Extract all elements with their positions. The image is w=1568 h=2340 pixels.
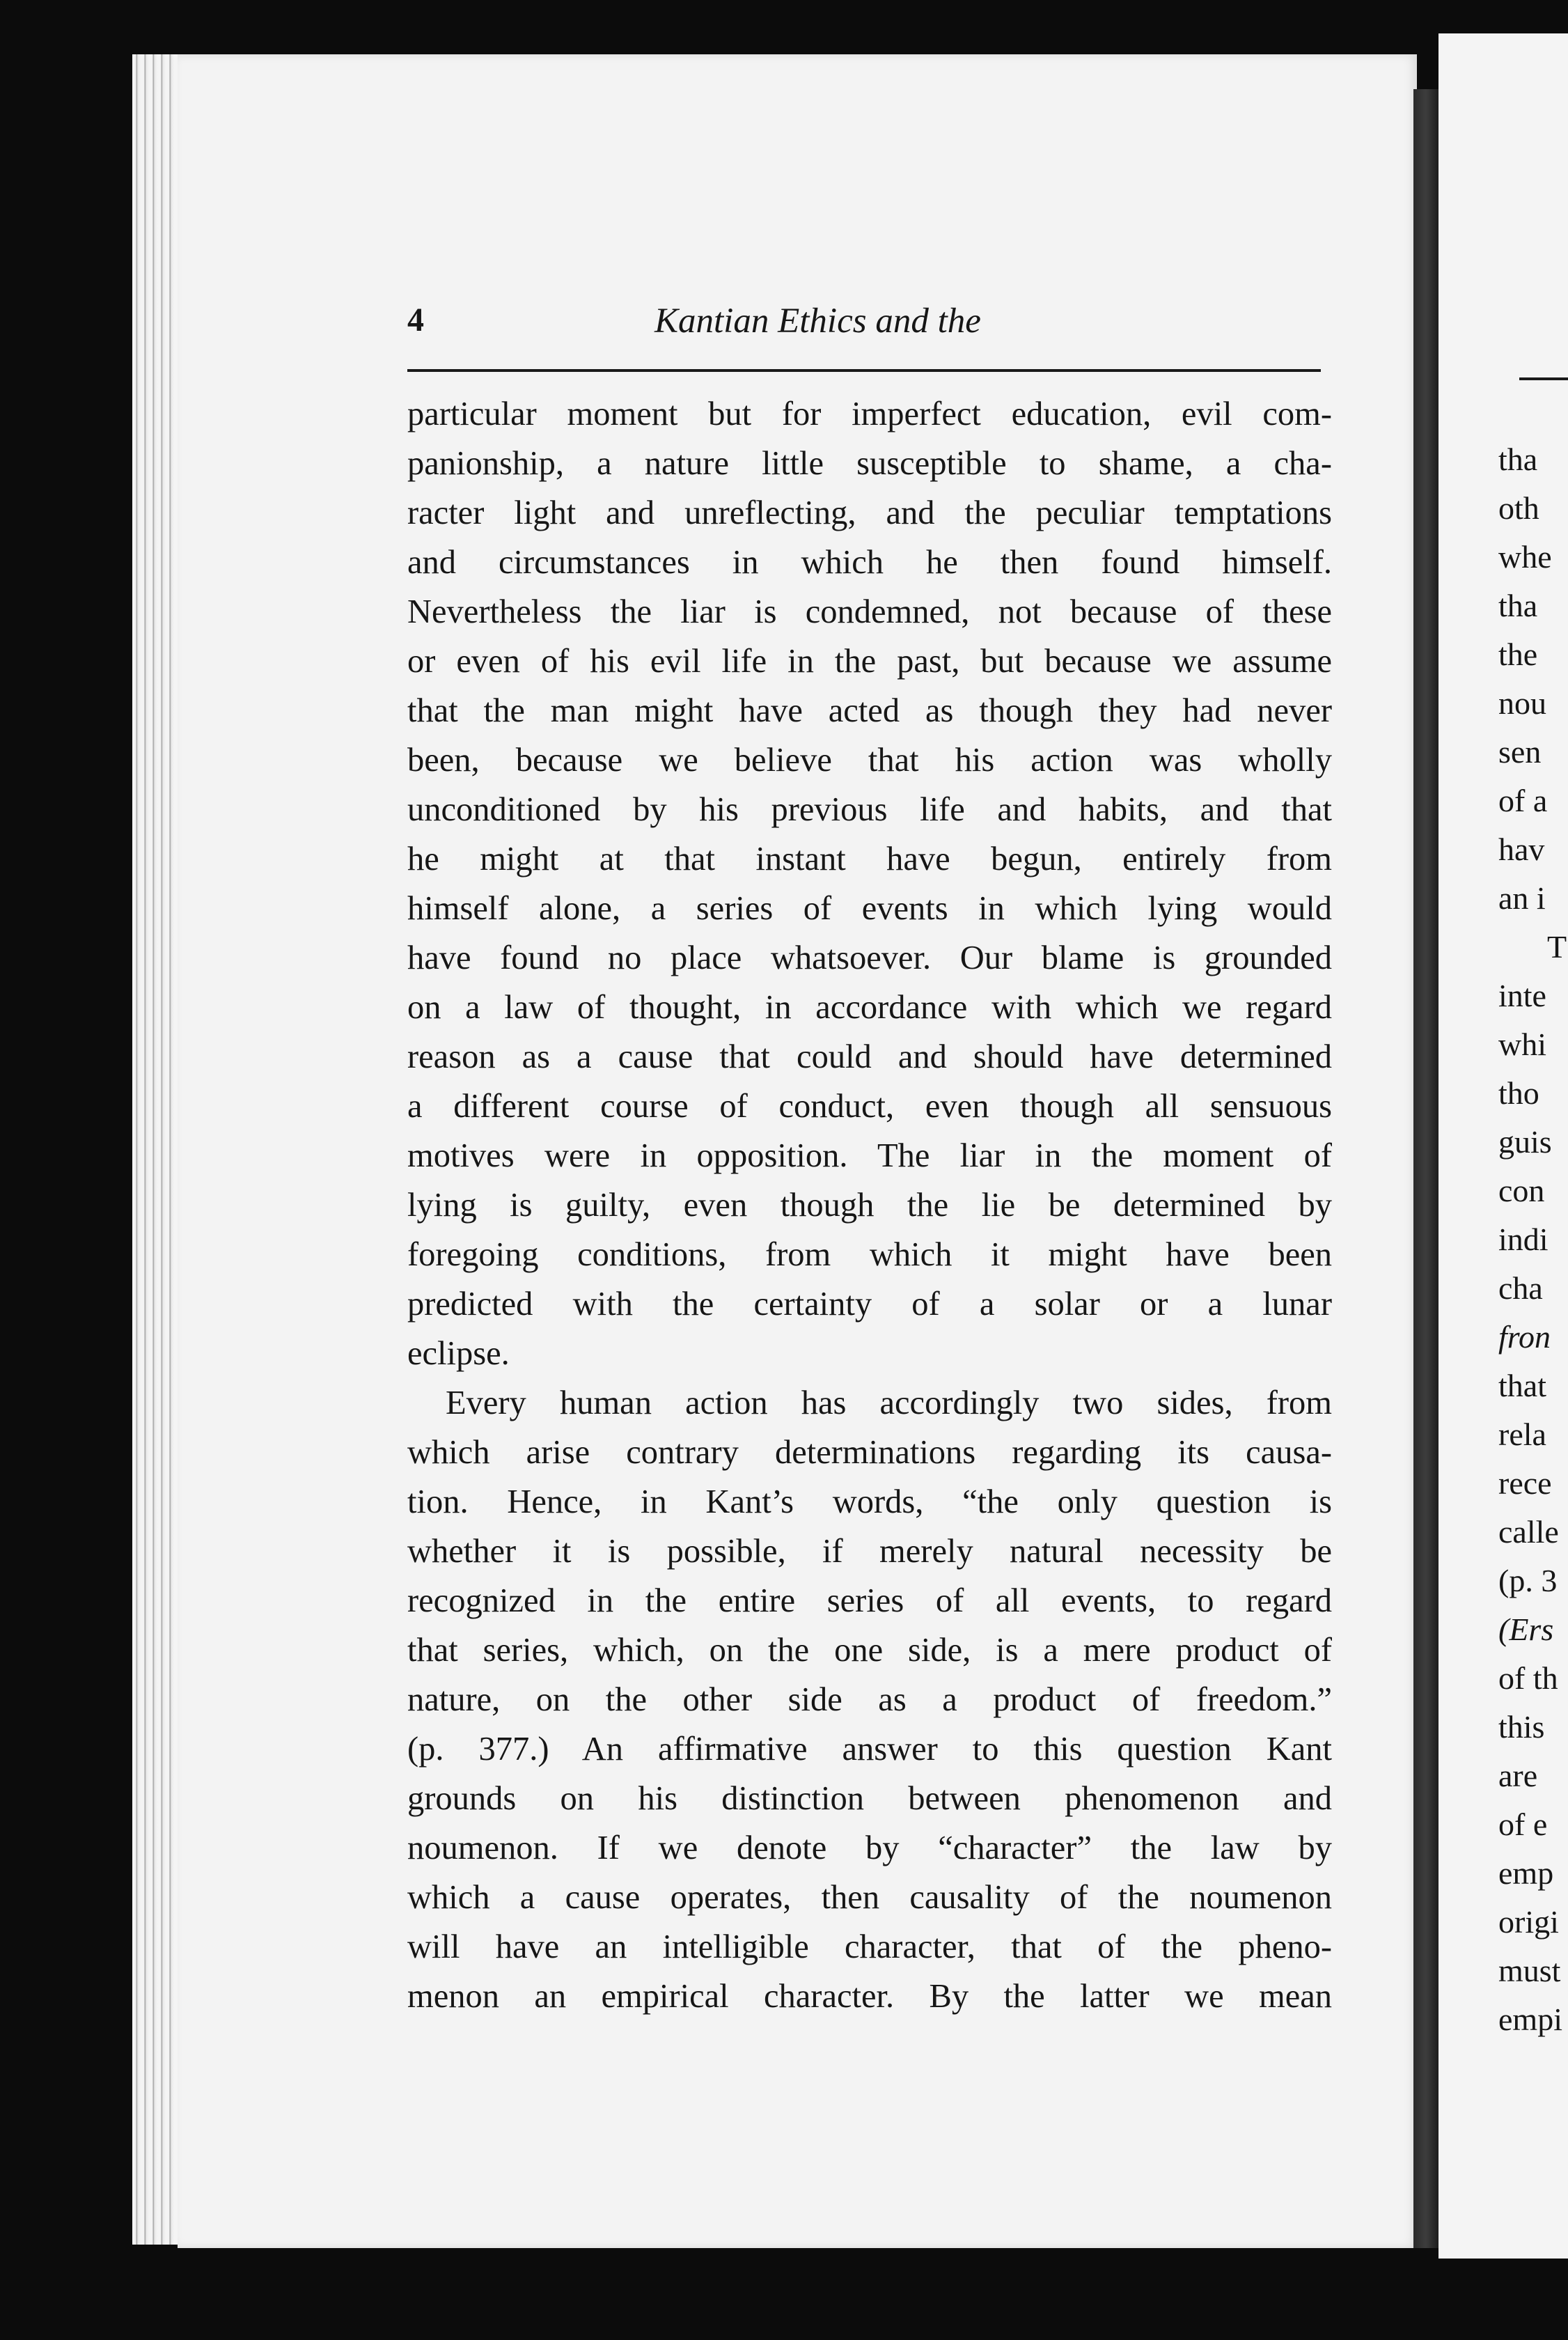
facing-line: of a	[1498, 783, 1548, 818]
facing-line: calle	[1498, 1514, 1559, 1550]
facing-line: nou	[1498, 685, 1546, 721]
facing-line: tho	[1498, 1075, 1539, 1111]
facing-page	[1438, 33, 1568, 2259]
facing-line: rece	[1498, 1465, 1552, 1501]
text-line: Nevertheless the liar is condemned, not because of these	[407, 593, 1332, 630]
facing-line: inte	[1498, 978, 1546, 1013]
text-line: noumenon. If we denote by “character” the law by	[407, 1830, 1332, 1866]
facing-line: whe	[1498, 539, 1552, 575]
facing-line: tha	[1498, 442, 1538, 477]
facing-line: an i	[1498, 880, 1546, 916]
text-line: eclipse.	[407, 1335, 510, 1372]
facing-line: origi	[1498, 1904, 1559, 1940]
facing-line: (p. 3	[1498, 1563, 1558, 1598]
text-line: will have an intelligible character, that of the pheno-	[407, 1928, 1332, 1965]
facing-page-rule	[1519, 377, 1568, 380]
facing-line: T	[1547, 929, 1567, 965]
header-rule	[407, 369, 1321, 372]
facing-line: are	[1498, 1758, 1538, 1793]
text-line: have found no place whatsoever. Our blame is grounded	[407, 939, 1332, 976]
text-line: a different course of conduct, even though all sensuous	[407, 1088, 1332, 1125]
facing-line: of th	[1498, 1660, 1558, 1696]
text-line: been, because we believe that his action was wholly	[407, 742, 1332, 779]
facing-line: this	[1498, 1709, 1545, 1745]
text-line: that the man might have acted as though they had never	[407, 692, 1332, 729]
facing-line: emp	[1498, 1855, 1554, 1891]
text-line: (p. 377.) An affirmative answer to this question Kant	[407, 1731, 1332, 1768]
text-line: he might at that instant have begun, entirely from	[407, 841, 1332, 878]
facing-line: that	[1498, 1368, 1546, 1403]
page-edge-stack	[132, 54, 181, 2245]
text-line: that series, which, on the one side, is a mere product of	[407, 1632, 1332, 1669]
facing-line: con	[1498, 1173, 1545, 1208]
text-line: which arise contrary determinations regarding its causa-	[407, 1434, 1332, 1471]
text-line: panionship, a nature little susceptible to shame, a cha-	[407, 445, 1332, 482]
facing-line: whi	[1498, 1027, 1546, 1062]
text-line: whether it is possible, if merely natural necessity be	[407, 1533, 1332, 1570]
text-line: tion. Hence, in Kant’s words, “the only question is	[407, 1483, 1332, 1520]
text-line: reason as a cause that could and should have determined	[407, 1038, 1332, 1075]
text-line: and circumstances in which he then found himself.	[407, 544, 1332, 581]
text-line: which a cause operates, then causality of the noumenon	[407, 1879, 1332, 1916]
text-line: particular moment but for imperfect education, evil com-	[407, 396, 1332, 432]
text-line: lying is guilty, even though the lie be determined by	[407, 1187, 1332, 1224]
facing-line: tha	[1498, 588, 1538, 623]
facing-line: guis	[1498, 1124, 1552, 1160]
text-line: predicted with the certainty of a solar or a lunar	[407, 1286, 1332, 1323]
text-line: recognized in the entire series of all events, to regard	[407, 1582, 1332, 1619]
facing-line: sen	[1498, 734, 1542, 770]
facing-line: rela	[1498, 1417, 1546, 1452]
page-number: 4	[407, 302, 424, 338]
facing-line: oth	[1498, 490, 1539, 526]
text-line: racter light and unreflecting, and the peculiar temptations	[407, 494, 1332, 531]
text-line: himself alone, a series of events in which lying would	[407, 890, 1332, 927]
facing-line: cha	[1498, 1270, 1543, 1306]
text-line: on a law of thought, in accordance with which we regard	[407, 989, 1332, 1026]
facing-line: hav	[1498, 832, 1545, 867]
facing-line: the	[1498, 637, 1538, 672]
text-line: or even of his evil life in the past, but because we assume	[407, 643, 1332, 680]
facing-line: of e	[1498, 1807, 1548, 1842]
text-line: unconditioned by his previous life and habits, and that	[407, 791, 1332, 828]
facing-line: (Ers	[1498, 1612, 1554, 1647]
text-line: foregoing conditions, from which it might have been	[407, 1236, 1332, 1273]
text-line: nature, on the other side as a product of freedom.”	[407, 1681, 1332, 1718]
running-title: Kantian Ethics and the	[654, 302, 981, 341]
facing-line: fron	[1498, 1319, 1551, 1355]
book-gutter	[1413, 89, 1438, 2248]
facing-line: empi	[1498, 2002, 1562, 2037]
page-header	[407, 301, 1319, 350]
facing-line: must	[1498, 1953, 1561, 1988]
facing-line: indi	[1498, 1222, 1549, 1257]
text-line: Every human action has accordingly two sides, from	[446, 1384, 1332, 1421]
text-line: grounds on his distinction between phenomenon and	[407, 1780, 1332, 1817]
text-line: motives were in opposition. The liar in the moment of	[407, 1137, 1332, 1174]
text-line: menon an empirical character. By the latter we mean	[407, 1978, 1332, 2015]
